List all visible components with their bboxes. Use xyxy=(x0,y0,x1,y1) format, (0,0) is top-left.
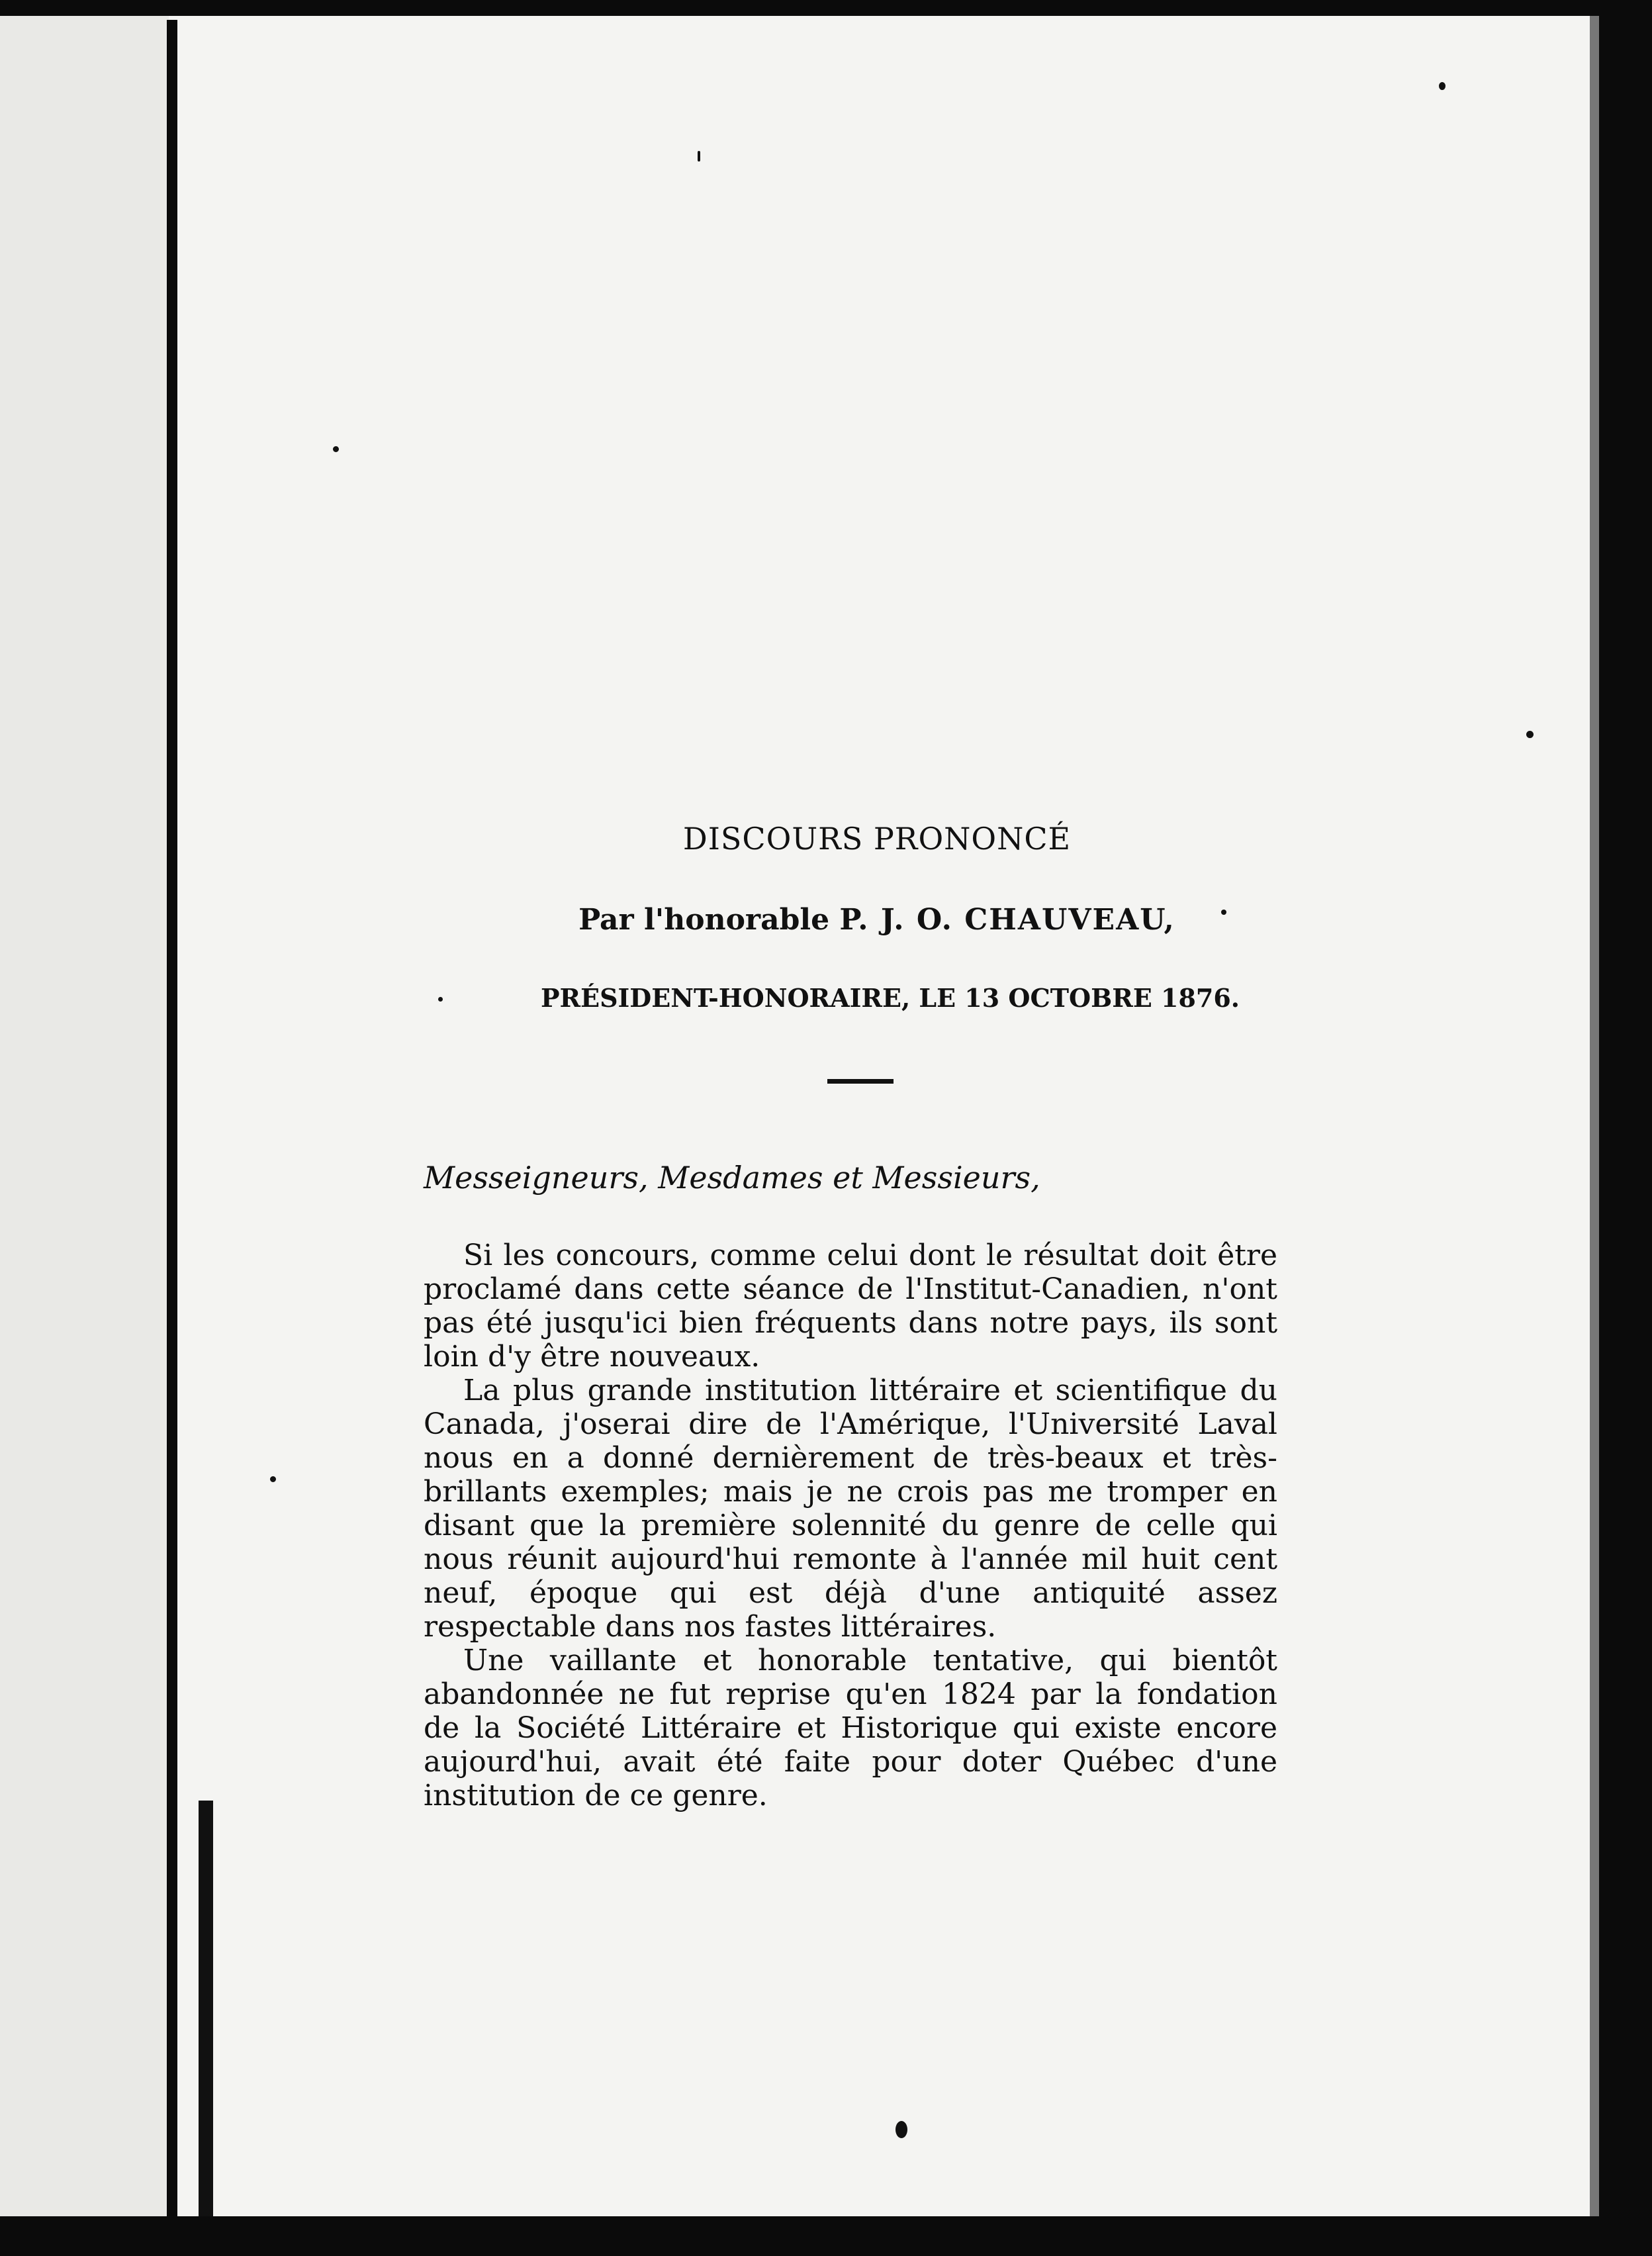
page-title: DISCOURS PRONONCÉ xyxy=(682,821,1072,857)
paragraph: Une vaillante et honorable tentative, qui bientôt abandonnée ne fut reprise qu'en 1824 par la fondation de la Société Littéraire et Historique qui existe encore aujourd'hui, avait été faite pour doter Québec d'une institution de ce genre. xyxy=(424,1644,1277,1812)
author-name: P. J. O. CHAUVEAU, xyxy=(839,903,1175,937)
office-line xyxy=(503,983,1277,1013)
body-text xyxy=(424,1239,1277,1812)
dust-speck xyxy=(333,446,339,452)
page-edge-right-grey xyxy=(1590,0,1599,2256)
scan-border-bottom xyxy=(0,2216,1652,2256)
scan-border-right xyxy=(1599,0,1652,2256)
dust-speck xyxy=(698,151,700,162)
binding-shadow-lower xyxy=(199,1801,213,2256)
office-date-line: PRÉSIDENT-HONORAIRE, LE 13 OCTOBRE 1876. xyxy=(540,983,1240,1013)
salutation: Messeigneurs, Mesdames et Messieurs, xyxy=(424,1160,1040,1196)
page-text-block xyxy=(424,821,1277,1812)
section-rule xyxy=(827,1079,894,1084)
paragraph: La plus grande institution littéraire et scientifique du Canada, j'oserai dire de l'Amérique, l'Université Laval nous en a donné dernièrement de très-beaux et très-brillants exemples; mais je ne crois pas me tromper en disant que la première solennité du genre de celle qui nous réunit aujourd'hui remonte à l'année mil huit cent neuf, époque qui est déjà d'une antiquité assez respectable dans nos fastes littéraires. xyxy=(424,1374,1277,1644)
binding-shadow xyxy=(167,20,177,2256)
dust-speck xyxy=(1439,82,1446,90)
paragraph: Si les concours, comme celui dont le résultat doit être proclamé dans cette séance de l'Institut-Canadien, n'ont pas été jusqu'ici bien fréquents dans notre pays, ils sont loin d'y être nouveaux. xyxy=(424,1239,1277,1374)
dust-speck xyxy=(895,2121,907,2138)
scan-border-top xyxy=(0,0,1652,16)
dust-speck xyxy=(1526,731,1534,738)
facing-page-edge xyxy=(0,0,169,2256)
dust-speck xyxy=(270,1476,276,1482)
byline xyxy=(477,903,1277,937)
byline-prefix: Par l'honorable xyxy=(578,903,830,937)
